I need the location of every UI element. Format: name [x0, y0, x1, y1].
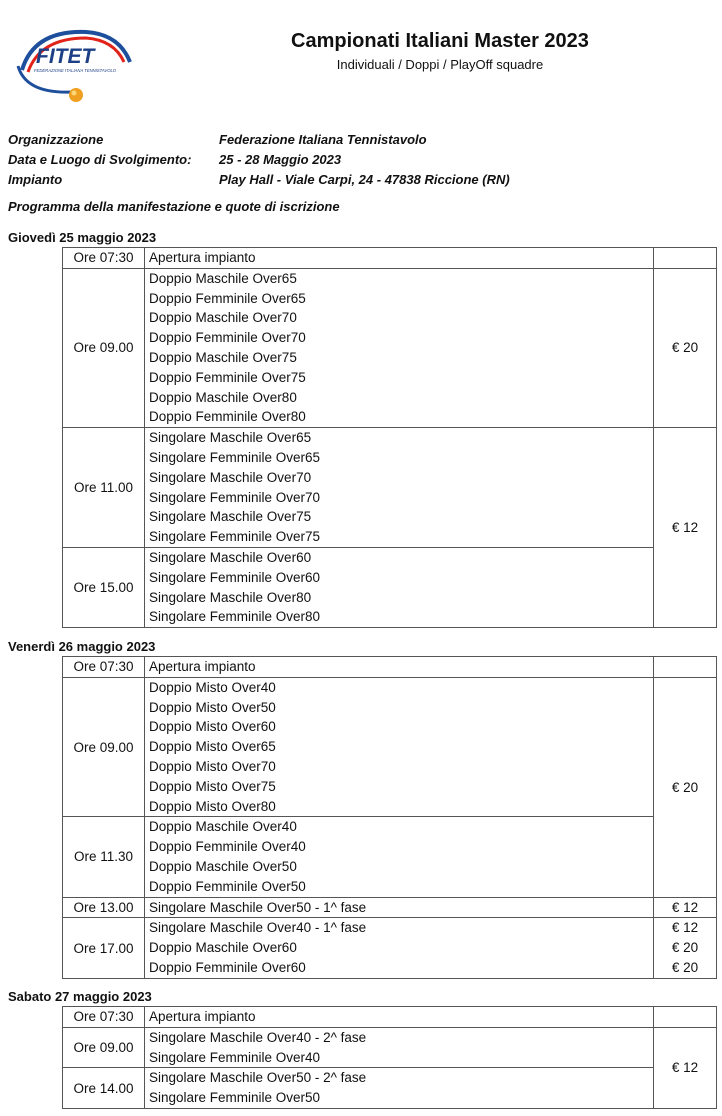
- table-row: [63, 657, 717, 678]
- table-row: [63, 248, 717, 269]
- events-cell: Doppio Misto Over40 Doppio Misto Over50 Doppio Misto Over60 Doppio Misto Over65 Doppio Misto Over70 Doppio Misto Over75 Doppio Misto Over80: [145, 677, 654, 817]
- schedule-table-day-3: [62, 1006, 717, 1109]
- info-value: 25 - 28 Maggio 2023: [219, 151, 342, 167]
- time-cell: Ore 09.00: [63, 1027, 145, 1068]
- logo-text: FITET: [36, 45, 95, 68]
- events-cell: Apertura impianto: [145, 1007, 654, 1028]
- table-row: [63, 1007, 717, 1028]
- event-info: [8, 129, 510, 189]
- events-cell: Apertura impianto: [145, 657, 654, 678]
- day-heading: Venerdì 26 maggio 2023: [8, 639, 156, 654]
- page-title: Campionati Italiani Master 2023: [291, 30, 589, 52]
- events-cell: Singolare Maschile Over40 - 2^ fase Singolare Femminile Over40: [145, 1027, 654, 1068]
- table-row: [63, 547, 717, 627]
- info-row-date-place: [8, 149, 510, 169]
- price-cell: € 12: [654, 1027, 717, 1108]
- events-cell: Singolare Maschile Over50 - 1^ fase: [145, 897, 654, 918]
- logo-subtext: FEDERAZIONE ITALIANA TENNISTAVOLO: [34, 68, 117, 73]
- info-row-venue: [8, 169, 510, 189]
- table-row: [63, 817, 717, 897]
- events-cell: Doppio Maschile Over40 Doppio Femminile Over40 Doppio Maschile Over50 Doppio Femminile Over50: [145, 817, 654, 897]
- table-row: [63, 428, 717, 548]
- events-cell: Doppio Maschile Over65 Doppio Femminile Over65 Doppio Maschile Over70 Doppio Femminile Over70 Doppio Maschile Over75 Doppio Femminile Over75 Doppio Maschile Over80 Doppio Femminile Over80: [145, 268, 654, 427]
- price-cell: [654, 1007, 717, 1028]
- events-cell: Singolare Maschile Over40 - 1^ fase Doppio Maschile Over60 Doppio Femminile Over60: [145, 918, 654, 978]
- schedule-table-day-2: [62, 656, 717, 979]
- time-cell: Ore 11.00: [63, 428, 145, 548]
- page-subtitle: Individuali / Doppi / PlayOff squadre: [336, 57, 544, 72]
- info-label: Impianto: [8, 171, 63, 187]
- info-label: Organizzazione: [8, 131, 104, 147]
- day-heading: Giovedì 25 maggio 2023: [8, 230, 157, 245]
- time-cell: Ore 11.30: [63, 817, 145, 897]
- table-row: [63, 677, 717, 817]
- table-row: [63, 1068, 717, 1109]
- program-heading: Programma della manifestazione e quote di iscrizione: [8, 199, 340, 214]
- price-cell: [654, 248, 717, 269]
- price-cell: € 12: [654, 428, 717, 628]
- time-cell: Ore 15.00: [63, 547, 145, 627]
- events-cell: Singolare Maschile Over60 Singolare Femminile Over60 Singolare Maschile Over80 Singolare Femminile Over80: [145, 547, 654, 627]
- events-cell: Apertura impianto: [145, 248, 654, 269]
- price-cell: € 12: [654, 897, 717, 918]
- price-cell: € 20: [654, 677, 717, 897]
- time-cell: Ore 09.00: [63, 677, 145, 817]
- price-cell: [654, 657, 717, 678]
- time-cell: Ore 07:30: [63, 1007, 145, 1028]
- table-row: [63, 918, 717, 978]
- info-value: Play Hall - Viale Carpi, 24 - 47838 Riccione (RN): [219, 171, 510, 187]
- info-value: Federazione Italiana Tennistavolo: [219, 131, 427, 147]
- events-cell: Singolare Maschile Over50 - 2^ fase Singolare Femminile Over50: [145, 1068, 654, 1109]
- schedule-table-day-1: [62, 247, 717, 628]
- table-row: [63, 268, 717, 427]
- price-cell: € 12 € 20 € 20: [654, 918, 717, 978]
- events-cell: Singolare Maschile Over65 Singolare Femminile Over65 Singolare Maschile Over70 Singolare Femminile Over70 Singolare Maschile Over75 Singolare Femminile Over75: [145, 428, 654, 548]
- time-cell: Ore 13.00: [63, 897, 145, 918]
- fitet-logo: [14, 22, 134, 104]
- time-cell: Ore 07:30: [63, 248, 145, 269]
- table-row: [63, 1027, 717, 1068]
- info-label: Data e Luogo di Svolgimento:: [8, 151, 192, 167]
- day-heading: Sabato 27 maggio 2023: [8, 989, 152, 1004]
- time-cell: Ore 09.00: [63, 268, 145, 427]
- info-row-organization: [8, 129, 510, 149]
- table-row: [63, 897, 717, 918]
- time-cell: Ore 14.00: [63, 1068, 145, 1109]
- price-cell: € 20: [654, 268, 717, 427]
- time-cell: Ore 07:30: [63, 657, 145, 678]
- time-cell: Ore 17.00: [63, 918, 145, 978]
